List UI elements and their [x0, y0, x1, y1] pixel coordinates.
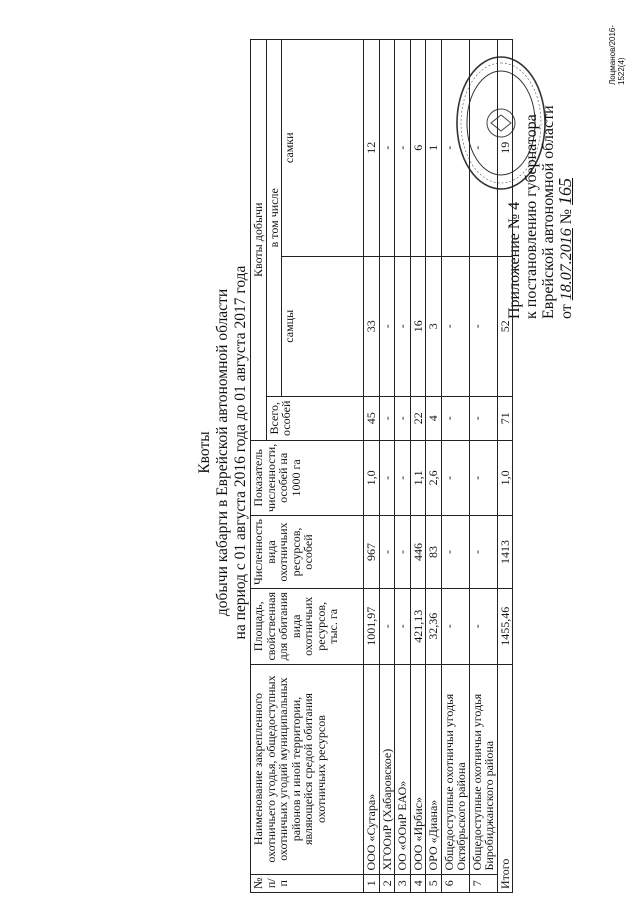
- cell-num: 3: [395, 874, 411, 892]
- cell-total: 22: [410, 396, 426, 440]
- cell-total: -: [441, 396, 469, 440]
- total-label: Итого: [497, 664, 513, 892]
- total-area: 1455,46: [497, 589, 513, 665]
- cell-males: 33: [364, 256, 380, 396]
- cell-count: -: [441, 516, 469, 589]
- table-row: [364, 39, 380, 892]
- cell-density: -: [441, 440, 469, 515]
- cell-females: 12: [364, 39, 380, 256]
- cell-count: -: [469, 516, 497, 589]
- cell-males: -: [379, 256, 395, 396]
- total-all: 71: [497, 396, 513, 440]
- appendix-date-line: [557, 19, 575, 319]
- cell-name: ООО «Ирбис»: [410, 664, 426, 874]
- appendix-line-2: к постановлению губернатора: [523, 114, 540, 319]
- cell-females: 1: [426, 39, 442, 256]
- cell-area: -: [441, 589, 469, 665]
- header-num: № п/п: [251, 874, 364, 892]
- cell-area: 1001,97: [364, 589, 380, 665]
- cell-area: -: [379, 589, 395, 665]
- document-title: Квоты: [196, 431, 213, 474]
- header-name: Наименование закрепленного охотничьего угодья, общедоступных охотничьих угодий муниципальных районов и иной территории, являющейся средой обитания охотничьих ресурсов: [251, 664, 364, 874]
- total-count: 1413: [497, 516, 513, 589]
- appendix-from-label: от: [558, 304, 575, 319]
- cell-females: -: [469, 39, 497, 256]
- table-body: [364, 39, 498, 892]
- appendix-line-3: Еврейской автономной области: [540, 105, 557, 319]
- header-total: Всего, особей: [266, 396, 364, 440]
- table-row: [395, 39, 411, 892]
- cell-count: 83: [426, 516, 442, 589]
- cell-density: 1,0: [364, 440, 380, 515]
- cell-density: 2,6: [426, 440, 442, 515]
- cell-total: -: [379, 396, 395, 440]
- cell-females: -: [379, 39, 395, 256]
- cell-males: 16: [410, 256, 426, 396]
- header-count: Численность вида охотничьих ресурсов, особей: [251, 516, 364, 589]
- cell-name: ООО «Сутара»: [364, 664, 380, 874]
- appendix-block: [506, 19, 575, 319]
- header-males: самцы: [282, 256, 364, 396]
- cell-total: -: [469, 396, 497, 440]
- cell-count: 446: [410, 516, 426, 589]
- quota-table: [250, 39, 513, 893]
- table-header-row-1: [251, 39, 267, 892]
- table-row: [469, 39, 497, 892]
- cell-total: -: [395, 396, 411, 440]
- cell-females: -: [395, 39, 411, 256]
- cell-name: ОО «ООиР ЕАО»: [395, 664, 411, 874]
- header-quota-group: Квоты добычи: [251, 39, 267, 440]
- cell-density: 1,1: [410, 440, 426, 515]
- cell-males: 3: [426, 256, 442, 396]
- cell-density: -: [395, 440, 411, 515]
- cell-name: Общедоступные охотничьи угодья Биробиджанского района: [469, 664, 497, 874]
- cell-num: 2: [379, 874, 395, 892]
- cell-count: -: [379, 516, 395, 589]
- appendix-line-1: Приложение № 4: [506, 201, 523, 319]
- header-area: Площадь, свойственная для обитания вида охотничьих ресурсов, тыс. га: [251, 589, 364, 665]
- cell-name: ХГООиР (Хабаровское): [379, 664, 395, 874]
- cell-density: -: [379, 440, 395, 515]
- cell-area: 32,36: [426, 589, 442, 665]
- cell-name: Общедоступные охотничьи угодья Октябрьского района: [441, 664, 469, 874]
- cell-area: 421,13: [410, 589, 426, 665]
- table-row: [410, 39, 426, 892]
- cell-count: -: [395, 516, 411, 589]
- appendix-number-label: №: [558, 208, 575, 225]
- cell-total: 4: [426, 396, 442, 440]
- table-row: [426, 39, 442, 892]
- header-females: самки: [282, 39, 364, 256]
- total-density: 1,0: [497, 440, 513, 515]
- cell-females: -: [441, 39, 469, 256]
- total-males: 52: [497, 256, 513, 396]
- cell-name: ОРО «Диана»: [426, 664, 442, 874]
- cell-females: 6: [410, 39, 426, 256]
- header-including: в том числе: [266, 39, 282, 396]
- cell-num: 1: [364, 874, 380, 892]
- header-density: Показатель численности, особей на 1000 га: [251, 440, 364, 515]
- cell-num: 4: [410, 874, 426, 892]
- cell-count: 967: [364, 516, 380, 589]
- cell-num: 6: [441, 874, 469, 892]
- cell-males: -: [441, 256, 469, 396]
- appendix-date: 18.07.2016: [558, 228, 575, 301]
- cell-area: -: [469, 589, 497, 665]
- appendix-number: 165: [555, 177, 575, 205]
- table-row: [379, 39, 395, 892]
- document-subtitle-2: на период с 01 августа 2016 года до 01 августа 2017 года: [232, 265, 249, 640]
- cell-area: -: [395, 589, 411, 665]
- document-subtitle-1: добычи кабарги в Еврейской автономной области: [214, 288, 231, 617]
- cell-num: 5: [426, 874, 442, 892]
- footer-document-code: Лоцманов/2016-1522(4): [608, 24, 626, 85]
- cell-num: 7: [469, 874, 497, 892]
- cell-males: -: [395, 256, 411, 396]
- table-total-row: [497, 39, 513, 892]
- cell-males: -: [469, 256, 497, 396]
- total-females: 19: [497, 39, 513, 256]
- cell-total: 45: [364, 396, 380, 440]
- cell-density: -: [469, 440, 497, 515]
- table-row: [441, 39, 469, 892]
